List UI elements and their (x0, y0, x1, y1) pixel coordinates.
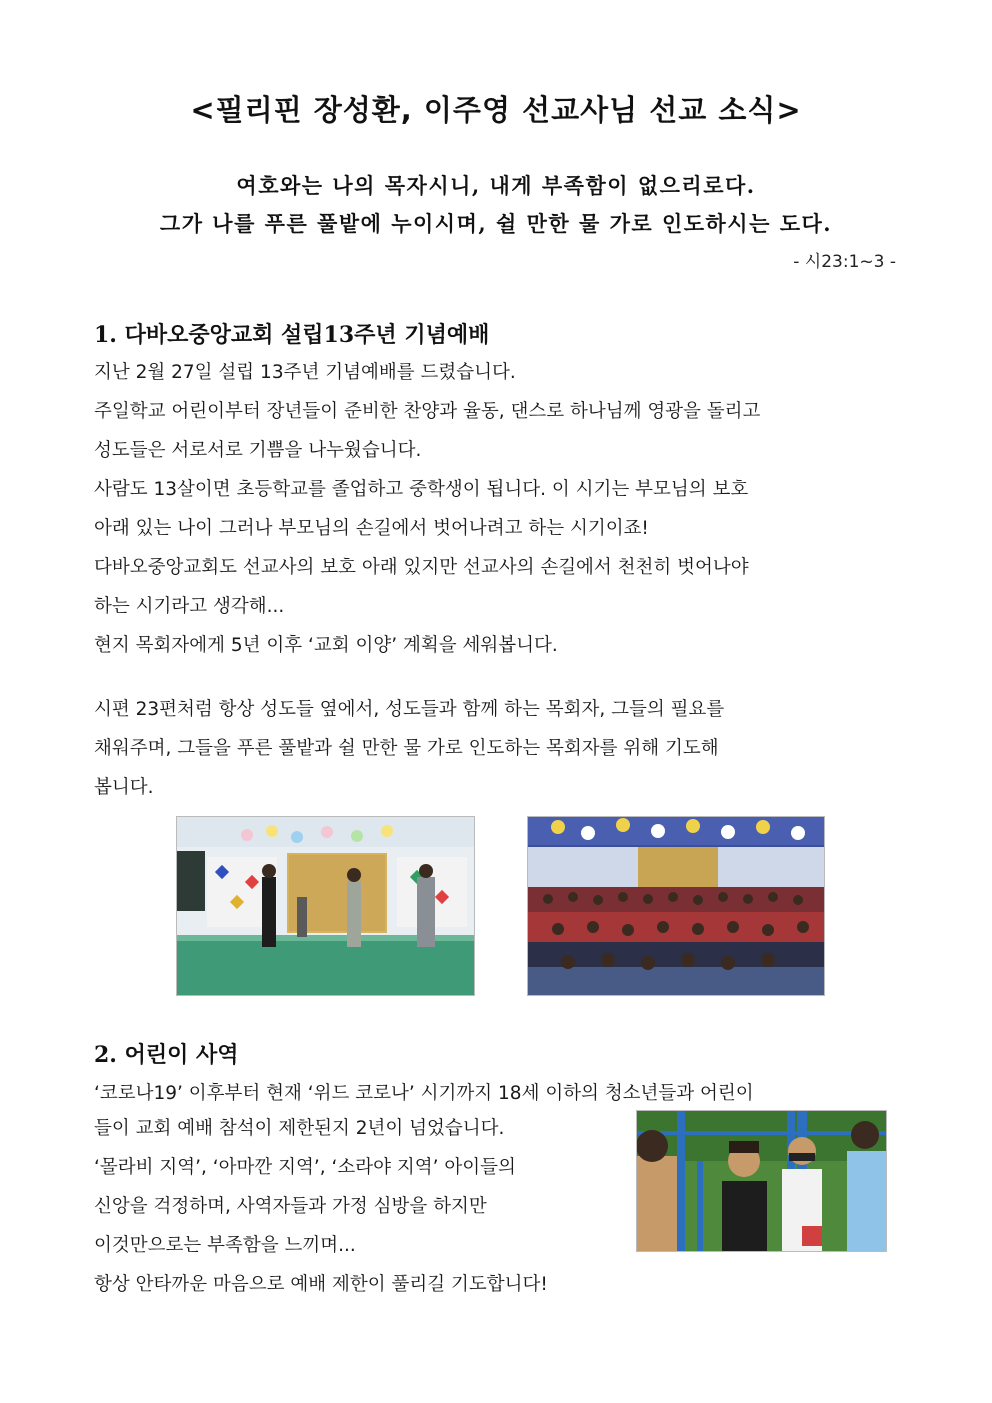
paragraph-line: 다바오중앙교회도 선교사의 보호 아래 있지만 선교사의 손길에서 천천히 벗어나야 (94, 557, 749, 578)
children-photo-illustration (637, 1111, 886, 1251)
paragraph-line: ‘몰라비 지역’, ‘아마깐 지역’, ‘소라야 지역’ 아이들의 (94, 1157, 516, 1178)
children-ministry-photo (636, 1110, 887, 1252)
verse-line-2: 그가 나를 푸른 풀밭에 누이시며, 쉴 만한 물 가로 인도하시는 도다. (159, 211, 833, 236)
anniversary-stage-photo (176, 816, 475, 996)
section-1-prayer-paragraph (94, 690, 898, 807)
stage-photo-illustration (177, 817, 474, 995)
section-2-first-line: ‘코로나19’ 이후부터 현재 ‘위드 코로나’ 시기까지 18세 이하의 청소년들과 어린이 (94, 1083, 754, 1104)
paragraph-line: 이것만으로는 부족함을 느끼며... (94, 1235, 356, 1256)
paragraph-line: 주일학교 어린이부터 장년들이 준비한 찬양과 율동, 댄스로 하나님께 영광을 돌리고 (94, 401, 761, 422)
paragraph-line: 사람도 13살이면 초등학교를 졸업하고 중학생이 됩니다. 이 시기는 부모님의 보호 (94, 479, 749, 500)
page-title: <필리핀 장성환, 이주영 선교사님 선교 소식> (190, 93, 802, 127)
section-1-paragraph (94, 353, 898, 665)
section-2-closing: 항상 안타까운 마음으로 예배 제한이 풀리길 기도합니다! (94, 1274, 548, 1295)
paragraph-line: 채워주며, 그들을 푸른 풀밭과 쉴 만한 물 가로 인도하는 목회자를 위해 기도해 (94, 738, 719, 759)
verse-line-1: 여호와는 나의 목자시니, 내게 부족함이 없으리로다. (236, 173, 756, 198)
paragraph-line: 봅니다. (94, 777, 154, 798)
paragraph-line: 신앙을 걱정하며, 사역자들과 가정 심방을 하지만 (94, 1196, 487, 1217)
paragraph-line: 시편 23편처럼 항상 성도들 옆에서, 성도들과 함께 하는 목회자, 그들의 필요를 (94, 699, 725, 720)
section-2-heading: 2. 어린이 사역 (94, 1042, 239, 1068)
group-photo-illustration (528, 817, 824, 995)
verse-reference: - 시23:1~3 - (793, 252, 896, 272)
paragraph-line: 성도들은 서로서로 기쁨을 나누웠습니다. (94, 440, 422, 461)
section-1-heading: 1. 다바오중앙교회 설립13주년 기념예배 (94, 322, 490, 348)
paragraph-line: 하는 시기라고 생각해... (94, 596, 285, 617)
section-2-paragraph (94, 1109, 629, 1265)
paragraph-line: 현지 목회자에게 5년 이후 ‘교회 이양’ 계획을 세워봅니다. (94, 635, 558, 656)
paragraph-line: 지난 2월 27일 설립 13주년 기념예배를 드렸습니다. (94, 362, 516, 383)
paragraph-line: 아래 있는 나이 그러나 부모님의 손길에서 벗어나려고 하는 시기이죠! (94, 518, 649, 539)
anniversary-group-photo (527, 816, 825, 996)
paragraph-line: 들이 교회 예배 참석이 제한된지 2년이 넘었습니다. (94, 1118, 505, 1139)
